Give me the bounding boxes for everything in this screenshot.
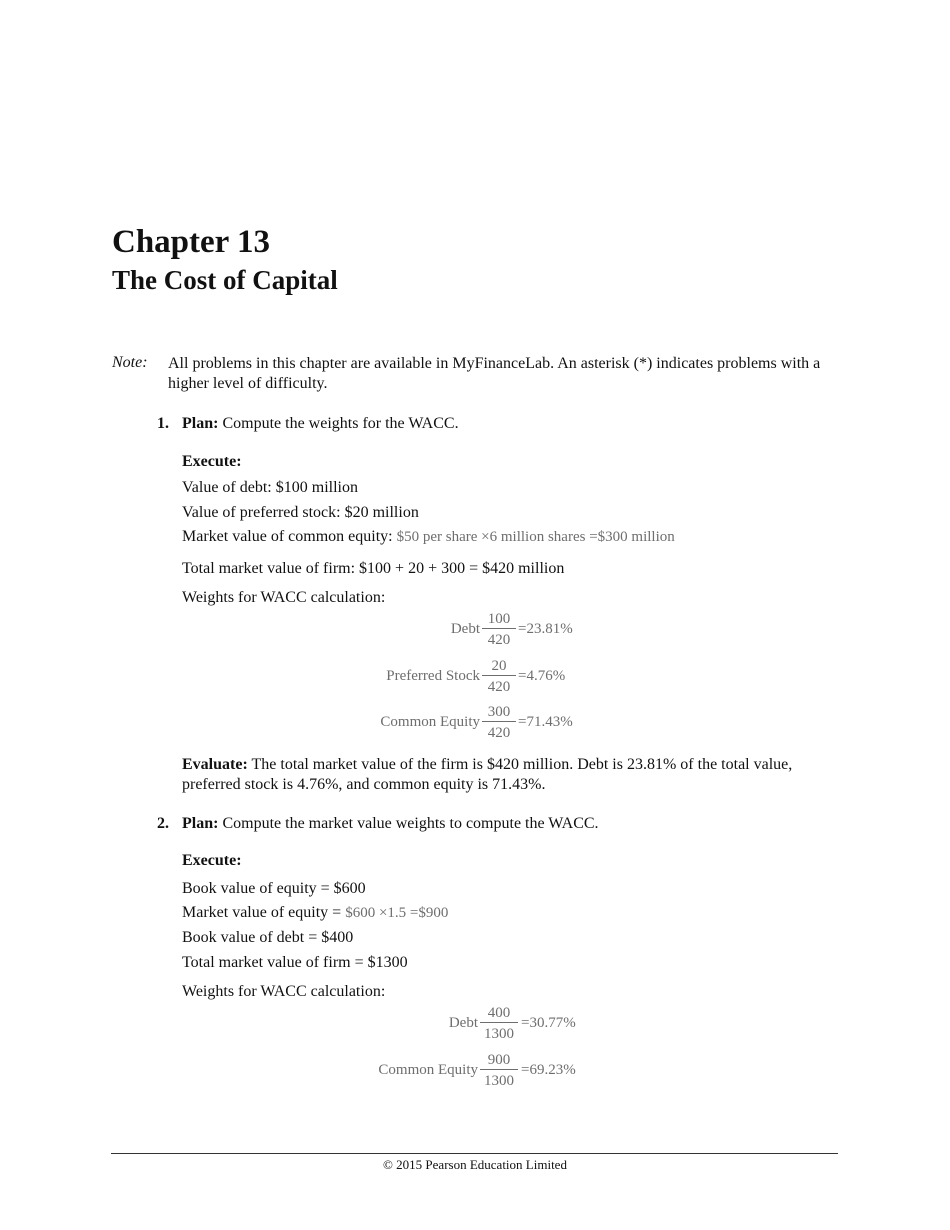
- plan-label: Plan:: [182, 815, 219, 832]
- problem-2-line-weights: Weights for WACC calculation:: [182, 983, 386, 1000]
- denominator: 1300: [480, 1069, 518, 1090]
- denominator: 420: [482, 675, 516, 696]
- weight-result: =30.77%: [521, 1015, 576, 1031]
- problem-2-number: 2.: [157, 815, 169, 832]
- weight-result: =23.81%: [518, 621, 573, 637]
- evaluate-label: Evaluate:: [182, 756, 248, 773]
- numerator: 400: [487, 1005, 511, 1021]
- problem-1-number: 1.: [157, 415, 169, 432]
- weight-label: Debt: [448, 1015, 478, 1031]
- problem-2-line-total: Total market value of firm = $1300: [182, 954, 408, 971]
- numerator: 900: [487, 1052, 511, 1068]
- note-text: All problems in this chapter are available in MyFinanceLab. An asterisk (*) indicates problems with a higher level of difficulty.: [168, 355, 821, 392]
- plan-label: Plan:: [182, 415, 219, 432]
- problem-2-plan: [182, 814, 599, 834]
- problem-1-execute-label: Execute:: [182, 453, 242, 470]
- problem-2-line-market-equity: [182, 903, 448, 923]
- weight-result: =69.23%: [521, 1062, 576, 1078]
- problem-1-line-weights: Weights for WACC calculation:: [182, 589, 386, 606]
- fraction: [482, 610, 516, 649]
- note-label: Note:: [112, 354, 148, 371]
- fraction: [480, 1051, 518, 1090]
- fraction: [482, 657, 516, 696]
- weight-label: Common Equity: [380, 714, 480, 730]
- market-equity-label: Market value of equity =: [182, 904, 342, 921]
- market-equity-math: $600 ×1.5 =$900: [345, 905, 449, 921]
- numerator: 100: [487, 611, 511, 627]
- chapter-title: The Cost of Capital: [112, 265, 338, 295]
- problem-1-plan: [182, 414, 459, 434]
- equity-label: Market value of common equity:: [182, 528, 393, 545]
- denominator: 420: [482, 721, 516, 742]
- weight-result: =4.76%: [518, 668, 566, 684]
- equity-math: $50 per share ×6 million shares =$300 million: [396, 529, 675, 545]
- denominator: 1300: [480, 1022, 518, 1043]
- fraction: [480, 1004, 518, 1043]
- problem-1-line-preferred: Value of preferred stock: $20 million: [182, 504, 419, 521]
- weight-label: Common Equity: [378, 1062, 478, 1078]
- problem-1-line-equity: [182, 527, 675, 547]
- numerator: 20: [491, 658, 507, 674]
- footer-rule: [111, 1153, 838, 1154]
- problem-1-evaluate: [182, 755, 842, 795]
- weight-label: Preferred Stock: [386, 668, 480, 684]
- weight-result: =71.43%: [518, 714, 573, 730]
- plan-text: Compute the market value weights to compute the WACC.: [218, 815, 599, 832]
- problem-1-line-total: Total market value of firm: $100 + 20 + 300 = $420 million: [182, 560, 565, 577]
- fraction: [482, 703, 516, 742]
- weight-label: Debt: [450, 621, 480, 637]
- evaluate-text: The total market value of the firm is $420 million. Debt is 23.81% of the total value, preferred stock is 4.76%, and common equity is 71.43%.: [182, 756, 793, 793]
- problem-2-line-book-equity: Book value of equity = $600: [182, 880, 366, 897]
- numerator: 300: [487, 704, 511, 720]
- problem-1-line-debt: Value of debt: $100 million: [182, 479, 358, 496]
- chapter-number: Chapter 13: [112, 224, 270, 260]
- problem-2-execute-label: Execute:: [182, 852, 242, 869]
- plan-text: Compute the weights for the WACC.: [218, 415, 459, 432]
- copyright-footer: © 2015 Pearson Education Limited: [383, 1157, 567, 1172]
- denominator: 420: [482, 628, 516, 649]
- problem-2-line-book-debt: Book value of debt = $400: [182, 929, 354, 946]
